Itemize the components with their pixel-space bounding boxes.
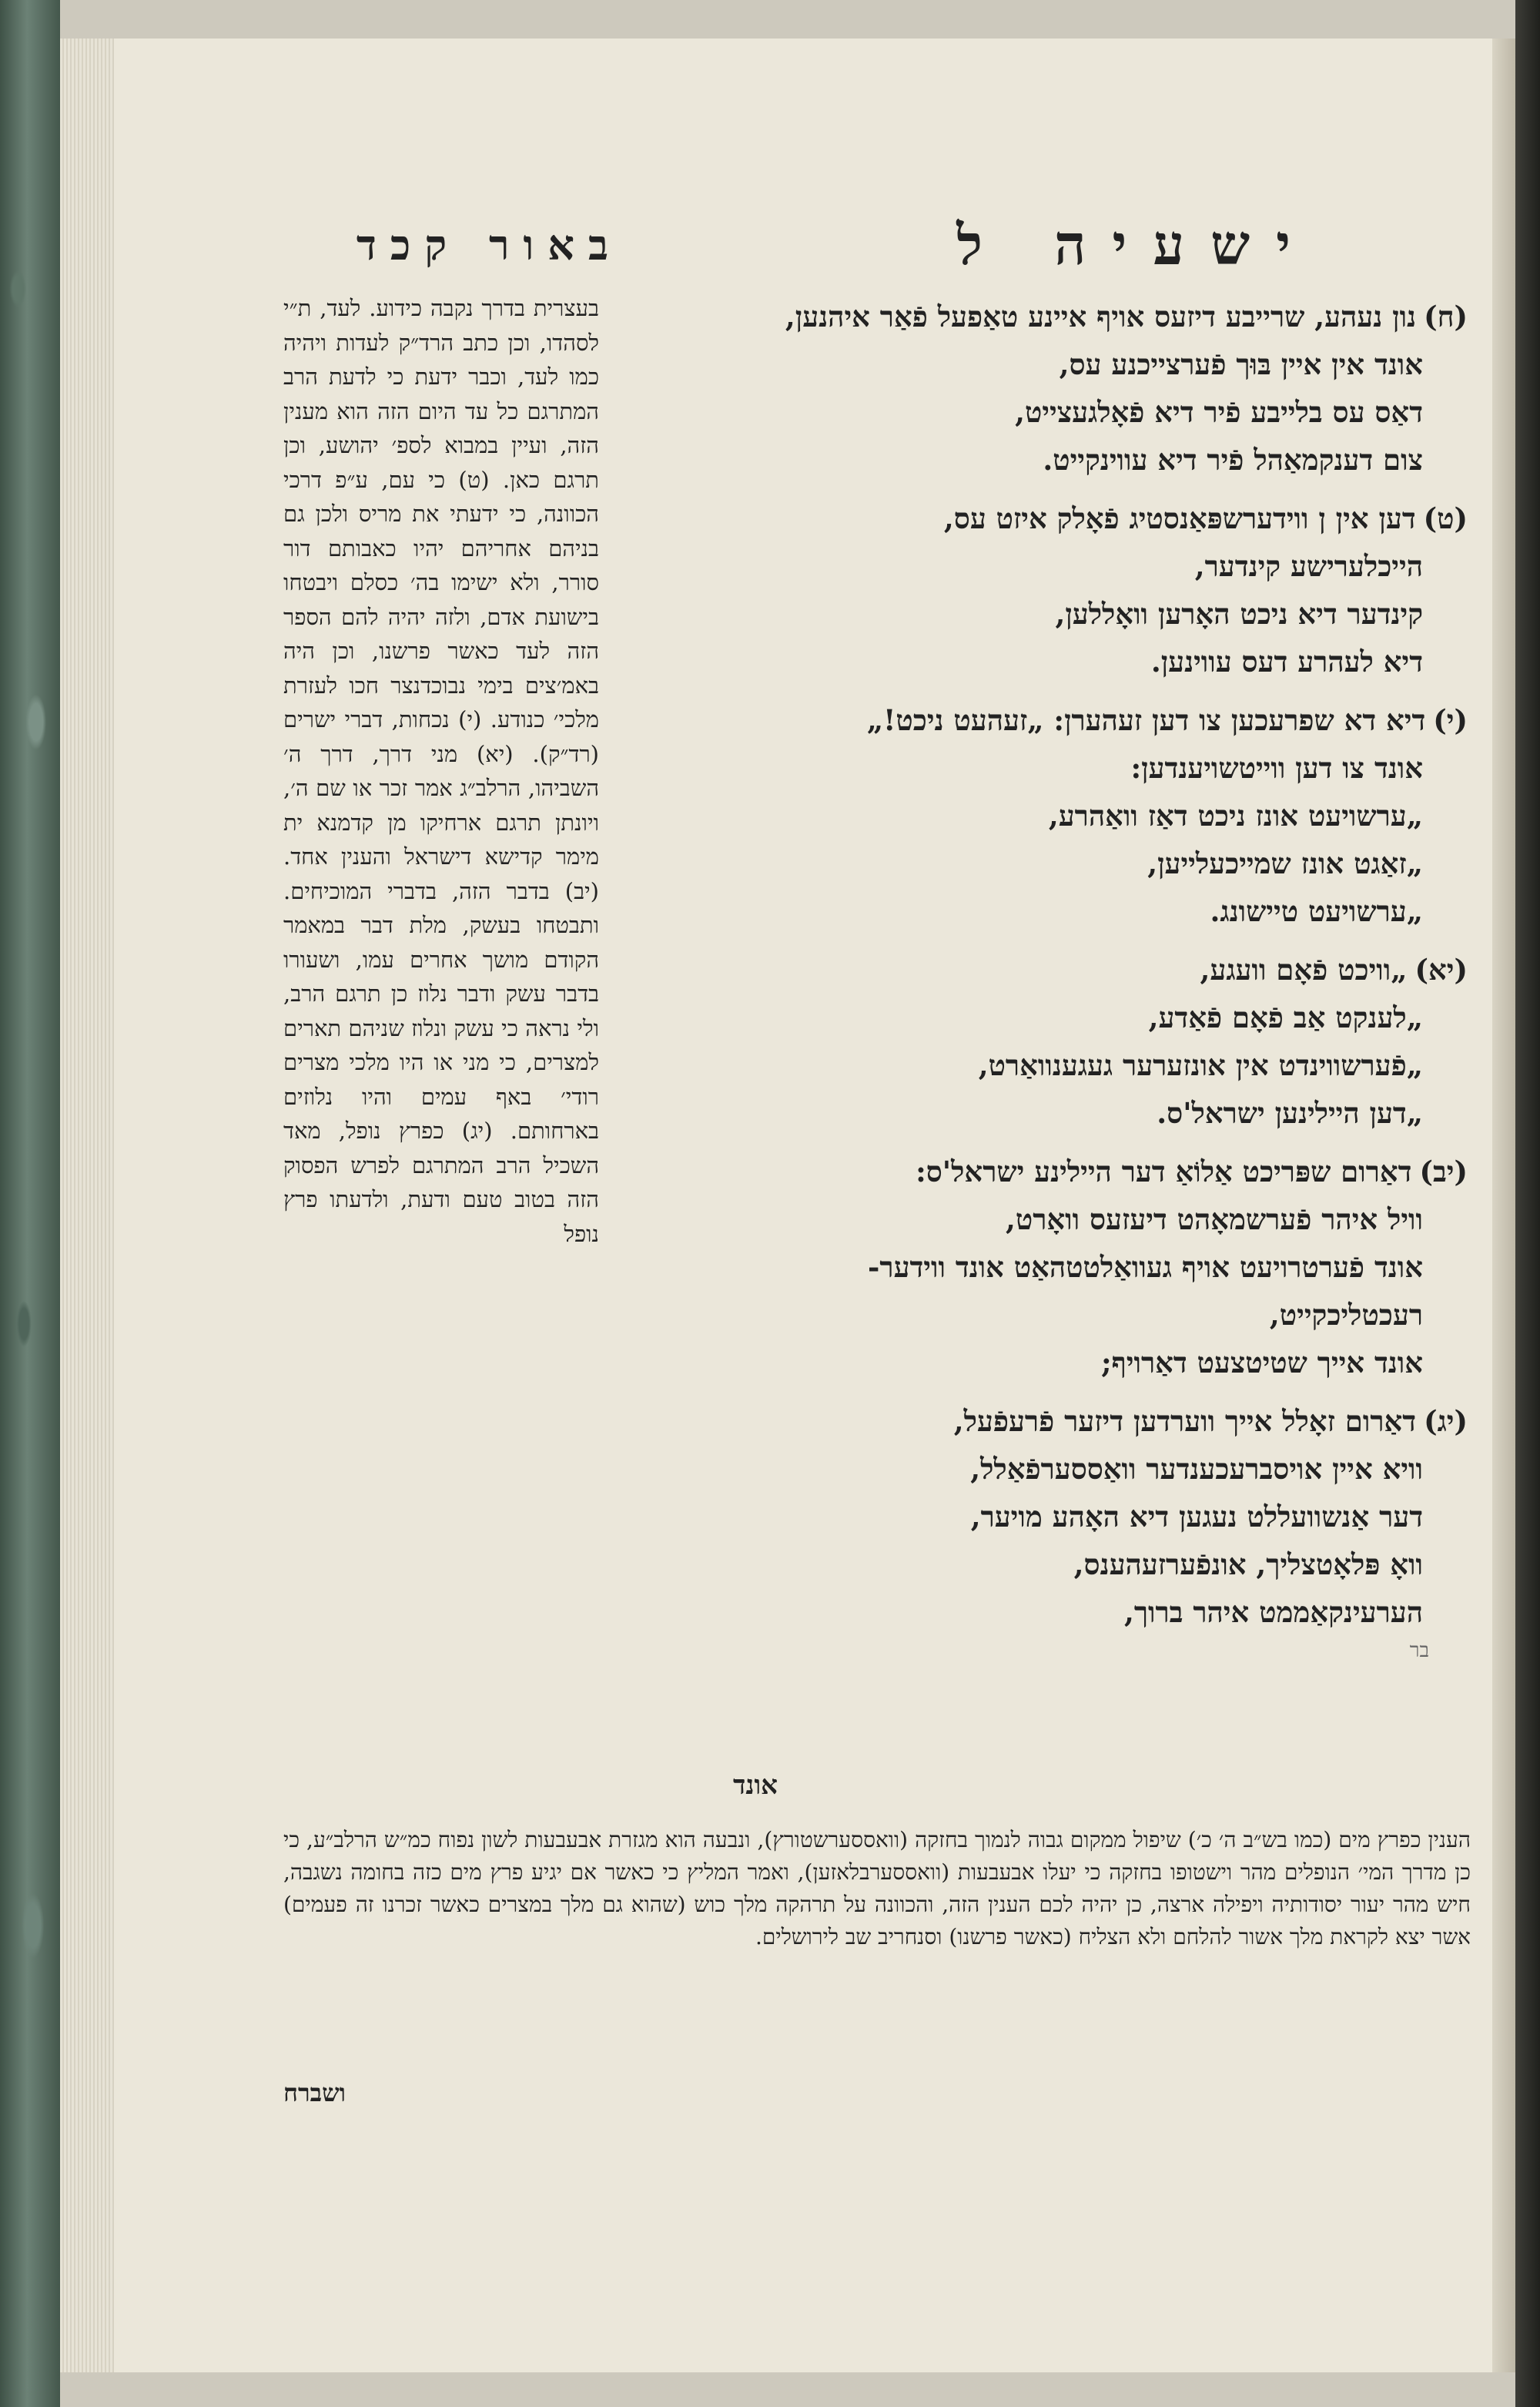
verse-line: הערעינקאַממט איהר ברוך, (1123, 1595, 1423, 1629)
verse-number: (יב) (1419, 1155, 1468, 1188)
book-binding (0, 0, 60, 2407)
verse-line: דער אַנשוועללט נעגען דיא האָהע מויער, (970, 1500, 1423, 1534)
verse-line: צום דענקמאַהל פֿיר דיא עווינקייט. (1043, 443, 1423, 477)
verse-line: (ט)דען אין ן ווידערשפּאַנסטיג פֿאָלק איזט עס, (943, 501, 1468, 535)
verse-line: (יג)דאַרום זאָלל אייך ווערדען דיזער פֿרעפֿעל, (953, 1404, 1468, 1438)
verse-line: (ח)נון נעהע, שרייבע דיזעס אויף איינע טאַפעל פֿאַר איהנען, (785, 300, 1468, 334)
verse-line: וואָ פּלאָטצליך, אונפֿערזעהענס, (1073, 1547, 1423, 1581)
footer-catchword: ושברח (283, 2078, 346, 2107)
verse-line: „זאַגט אונז שמייכעלייען, (1147, 846, 1423, 880)
page-edges-right (1492, 39, 1515, 2372)
verse-line: „פֿערשווינדט אין אונזערער געגענוואַרט, (978, 1048, 1423, 1082)
verse-line: רעכטליכקייט, (1269, 1298, 1423, 1332)
verse-number: (יג) (1424, 1404, 1468, 1438)
verse-line: דאַס עס בלייבע פֿיר דיא פֿאָלגעצייט, (1015, 395, 1423, 429)
verse-10 (661, 696, 1468, 935)
verse-line: אונד אין איין בּוּך פֿערצייכנע עס, (1059, 347, 1423, 381)
book-cover-edge (1515, 0, 1540, 2407)
commentary-continuation: הענין כפרץ מים (כמו בש״ב ה׳ כ׳) שיפול ממקום גבוה לנמוך בחזקה (וואססערשטורץ), ונבעה הוא מגזרת אבעבעות לשון נפוח כמ״ש הרלב״ע, כי כן מדרך המי׳ הנופלים מהר וישטופו בחזקה כי יעלו אבעבעות (וואססערבלאזען), ואמר המליץ כי כאשר אם יגיע פרץ מים כזה בחומה נשגבה, חיש מהר יעור יסודותיה ויפילה ארצה, כן יהיה לכם הענין הזה, והכוונה על תרהקה מלך כוש (שהוא גם מלך במצרים כאשר זכרנו זה פעמים) אשר יצא לקראת מלך אשור להלחם ולא הצליח (כאשר פרשנו) וסנחריב שב לירושלים. (283, 1827, 1471, 1949)
verse-line: וויל איהר פֿערשמאָהט דיעזעס וואָרט, (1006, 1202, 1423, 1236)
margin-mark: בר (1409, 1639, 1429, 1662)
verse-line: דיא לעהרע דעס עווינען. (1150, 645, 1423, 679)
verse-number: (ח) (1424, 300, 1468, 334)
verse-8 (661, 293, 1468, 484)
commentary-column (283, 291, 599, 1832)
running-subtitle: באור קכד (356, 220, 622, 270)
page-edges-left (60, 39, 114, 2372)
running-title: ישעיה ל (956, 212, 1317, 277)
verse-line: אונד פֿערטרויעט אויף געוואַלטטהאַט אונד ווידער- (868, 1250, 1423, 1284)
verse-line: אונד אייך שטיטצעט דאַרויף; (1100, 1346, 1423, 1379)
verse-line: (יב)דאַרום שפּריכט אַלוֹאַ דער היילינע ישראל'ס: (916, 1155, 1468, 1188)
verse-11 (661, 946, 1468, 1137)
verse-line: קינדער דיא ניכט האָרען וואָללען, (1055, 597, 1423, 631)
verse-line: אונד צו דען ווייטשויענדען: (1130, 751, 1423, 785)
verse-12 (661, 1148, 1468, 1386)
verse-line: וויא איין אויסברעכענדער וואַססערפֿאַלל, (970, 1452, 1423, 1486)
verse-line: „ערשויעט אונז ניכט דאַז וואַהרע, (1048, 799, 1423, 833)
verse-number: (י) (1433, 703, 1468, 737)
verse-13 (661, 1397, 1468, 1636)
verse-line: „דען היילינען ישראל'ס. (1157, 1096, 1423, 1130)
verse-number: (ט) (1423, 501, 1468, 535)
commentary-text: בעצרית בדרך נקבה כידוע. לעד, ת״י לסהדו, וכן כתב הרד״ק לעדות ויהיה כמו לעד, וכבר ידעת כי לדעת הרב המתרגם כל עד היום הזה הוא מענין הזה, ועיין במבוא לספ׳ יהושע, וכן תרגם כאן. (ט) כי עם, ע״פ דרכי הכוונה, כי ידעתי את מריס ולכן גם בניהם אחריהם יהיו כאבותם דור סורר, ולא ישימו בה׳ כסלם ויבטחו בישועת אדם, ולזה יהיה להם הספר הזה לעד כאשר פרשנו, וכן היה באמ׳צים בימי נבוכדנצר חכו לעזרת מלכי׳ כנודע. (י) נכחות, דברי ישרים (רד״ק). (יא) מני דרך, דרך ה׳ השביהו, הרלב״ג אמר זכר או שם ה׳, ויונתן תרגם ארחיקו מן קדמנא ית מימר קדישא דישראל והענין אחד. (יב) בדבר הזה, בדברי המוכיחים. ותבטחו בעשק, מלת דבר במאמר הקודם מושך אחרים עמו, ושעורו בדבר עשק ודבר נלוז כן תרגם הרב, ולי נראה כי עשק ונלוז שניהם תארים למצרים, כי מני או היו מלכי מצרים רודי׳ באף עמים והיו נלוזים בארחותם. (יג) כפרץ נופל, מאד השכיל הרב המתרגם לפרש הפסוק הזה בטוב טעם ודעת, ולדעתו פרץ נופל (283, 295, 599, 1247)
translation-column (661, 293, 1468, 1818)
verse-number: (יא) (1414, 953, 1468, 987)
verse-line: „ערשויעט טיישונג. (1210, 894, 1423, 928)
verse-line: הייכלערישע קינדער, (1194, 549, 1423, 583)
verse-line: „לענקט אַב פֿאָם פֿאַדע, (1148, 1001, 1423, 1034)
verse-line: (יא)„וויכט פֿאָם וועגע, (1200, 953, 1468, 987)
verse-line: (י)דיא דא שפרעכען צו דען זעהערן: „זעהעט ניכט!„ (866, 703, 1468, 737)
catchword: אונד (733, 1770, 778, 1801)
verse-9 (661, 494, 1468, 686)
